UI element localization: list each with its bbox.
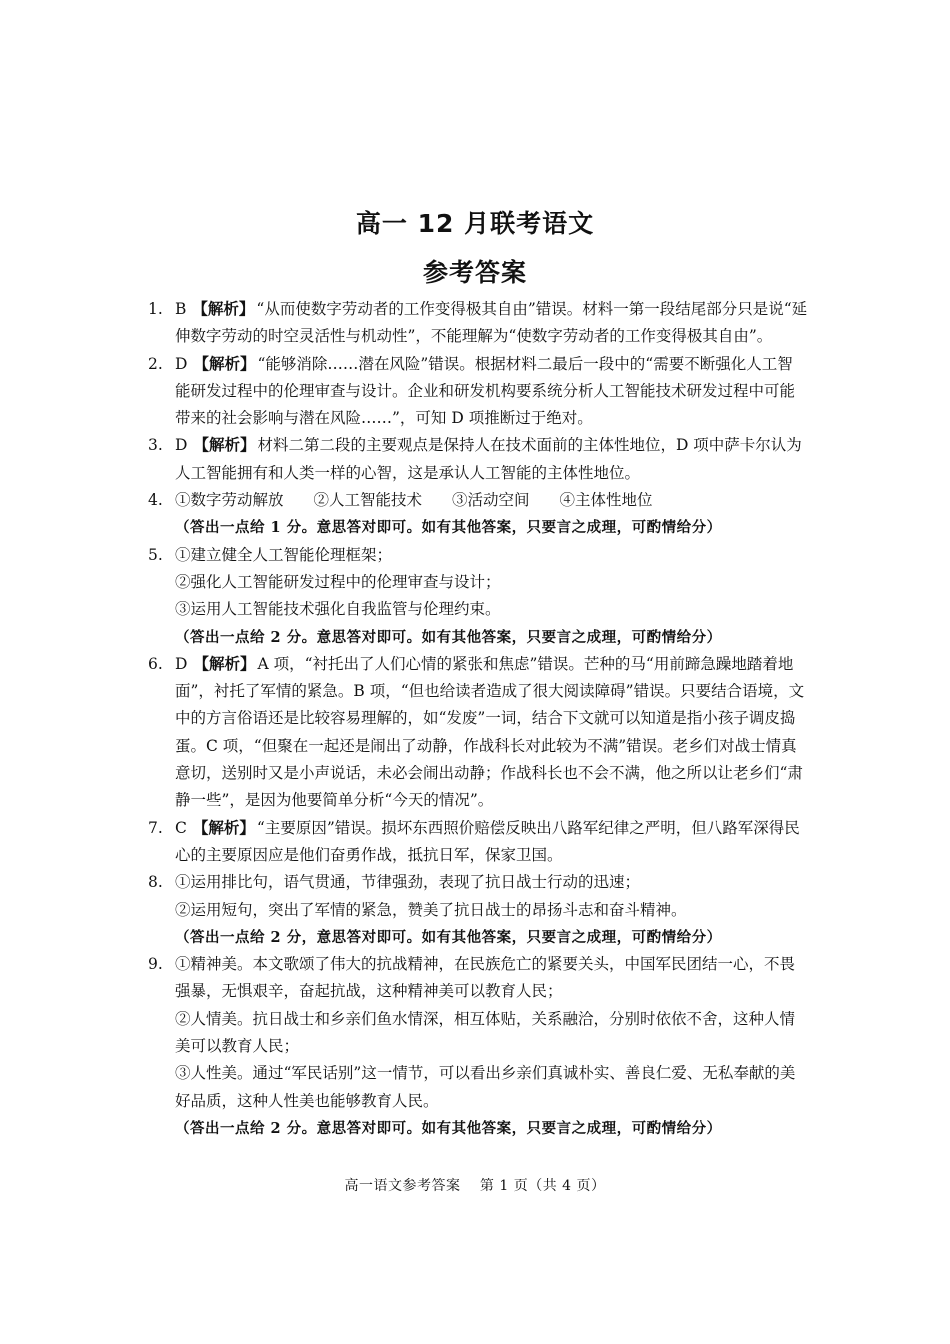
- question-8: [148, 869, 808, 951]
- analysis-tag: 【解析】: [192, 300, 255, 318]
- scoring-note: （答出一点给 2 分。意思答对即可。如有其他答案，只要言之成理，可酌情给分）: [175, 1119, 722, 1137]
- answer-point: ②强化人工智能研发过程中的伦理审查与设计；: [175, 572, 501, 591]
- question-7: [148, 815, 808, 870]
- answer-letter: B: [175, 300, 187, 318]
- scoring-note: （答出一点给 1 分。意思答对即可。如有其他答案，只要言之成理，可酌情给分）: [175, 519, 722, 537]
- answer-point: ②人情美。抗日战士和乡亲们鱼水情深，相互体贴，关系融洽，分别时依依不舍，这种人情美可以教育人民；: [175, 1009, 796, 1056]
- question-number: 4.: [148, 491, 163, 510]
- keyword-item: ④主体性地位: [559, 491, 653, 510]
- question-9: [148, 951, 808, 1142]
- question-2: [148, 351, 808, 433]
- scoring-note: （答出一点给 2 分，意思答对即可。如有其他答案，只要言之成理，可酌情给分）: [175, 928, 722, 946]
- keyword-item: ③活动空间: [452, 491, 530, 510]
- analysis-text: “能够消除……潜在风险”错误。根据材料二最后一段中的“需要不断强化人工智能研发过程中的伦理审查与设计。企业和研发机构要系统分析人工智能技术研发过程中可能带来的社会影响与潜在风险……”，可知 D 项推断过于绝对。: [175, 354, 796, 428]
- question-3: [148, 432, 808, 487]
- answer-letter: D: [175, 436, 188, 455]
- question-number: 7.: [148, 818, 163, 837]
- answer-letter: D: [175, 354, 188, 373]
- analysis-text: “从而使数字劳动者的工作变得极其自由”错误。材料一第一段结尾部分只是说“延伸数字劳动的时空灵活性与机动性”，不能理解为“使数字劳动者的工作变得极其自由”。: [175, 300, 808, 346]
- analysis-tag: 【解析】: [193, 654, 256, 673]
- scoring-note: （答出一点给 2 分。意思答对即可。如有其他答案，只要言之成理，可酌情给分）: [175, 628, 722, 646]
- page-subtitle: 参考答案: [422, 258, 527, 287]
- answer-point: ①建立健全人工智能伦理框架；: [175, 545, 393, 564]
- question-number: 2.: [148, 354, 163, 373]
- question-4: [148, 487, 808, 542]
- question-number: 3.: [148, 436, 163, 455]
- question-number: 8.: [148, 873, 163, 892]
- answer-point: ①运用排比句，语气贯通，节律强劲，表现了抗日战士行动的迅速；: [175, 873, 641, 892]
- keyword-item: ②人工智能技术: [313, 491, 423, 510]
- question-number: 6.: [148, 654, 163, 673]
- keyword-item: ①数字劳动解放: [175, 491, 284, 510]
- question-5: [148, 542, 808, 651]
- answer-letter: D: [175, 654, 188, 673]
- analysis-text: 材料二第二段的主要观点是保持人在技术面前的主体性地位，D 项中萨卡尔认为人工智能拥有和人类一样的心智，这是承认人工智能的主体性地位。: [175, 436, 802, 482]
- question-1: [148, 296, 808, 351]
- question-number: 5.: [148, 545, 163, 564]
- keyword-row: [175, 487, 808, 514]
- page-footer: 高一语文参考答案 第 1 页（共 4 页）: [344, 1178, 606, 1194]
- answer-point: ③运用人工智能技术强化自我监管与伦理约束。: [175, 600, 501, 619]
- analysis-text: A 项，“衬托出了人们心情的紧张和焦虑”错误。芒种的马“用前蹄急躁地踏着地面”，衬托了军情的紧急。B 项，“但也给读者造成了很大阅读障碍”错误。只要结合语境，文中的方言俗语还是比较容易理解的，如“发废”一词，结合下文就可以知道是指小孩子调皮捣蛋。C 项，“但聚在一起还是闹出了动静，作战科长对此较为不满”错误。老乡们对战士情真意切，送别时又是小声说话，未必会闹出动静；作战科长也不会不满，他之所以让老乡们“肃静一些”，是因为他要简单分析“今天的情况”。: [175, 654, 805, 810]
- question-6: [148, 651, 808, 815]
- analysis-tag: 【解析】: [193, 436, 256, 455]
- analysis-tag: 【解析】: [192, 818, 255, 837]
- answer-list: [148, 296, 808, 1142]
- analysis-tag: 【解析】: [193, 354, 256, 373]
- question-number: 9.: [148, 955, 163, 974]
- answer-point: ②运用短句，突出了军情的紧急，赞美了抗日战士的昂扬斗志和奋斗精神。: [175, 900, 687, 919]
- answer-point: ①精神美。本文歌颂了伟大的抗战精神，在民族危亡的紧要关头，中国军民团结一心，不畏强暴，无惧艰辛，奋起抗战，这种精神美可以教育人民；: [175, 955, 796, 1001]
- question-number: 1.: [148, 300, 163, 318]
- page-title: 高一 12 月联考语文: [355, 209, 595, 238]
- analysis-text: “主要原因”错误。损坏东西照价赔偿反映出八路军纪律之严明，但八路军深得民心的主要原因应是他们奋勇作战，抵抗日军，保家卫国。: [175, 818, 800, 864]
- answer-point: ③人性美。通过“军民话别”这一情节，可以看出乡亲们真诚朴实、善良仁爱、无私奉献的美好品质，这种人性美也能够教育人民。: [175, 1064, 796, 1110]
- answer-letter: C: [175, 818, 187, 837]
